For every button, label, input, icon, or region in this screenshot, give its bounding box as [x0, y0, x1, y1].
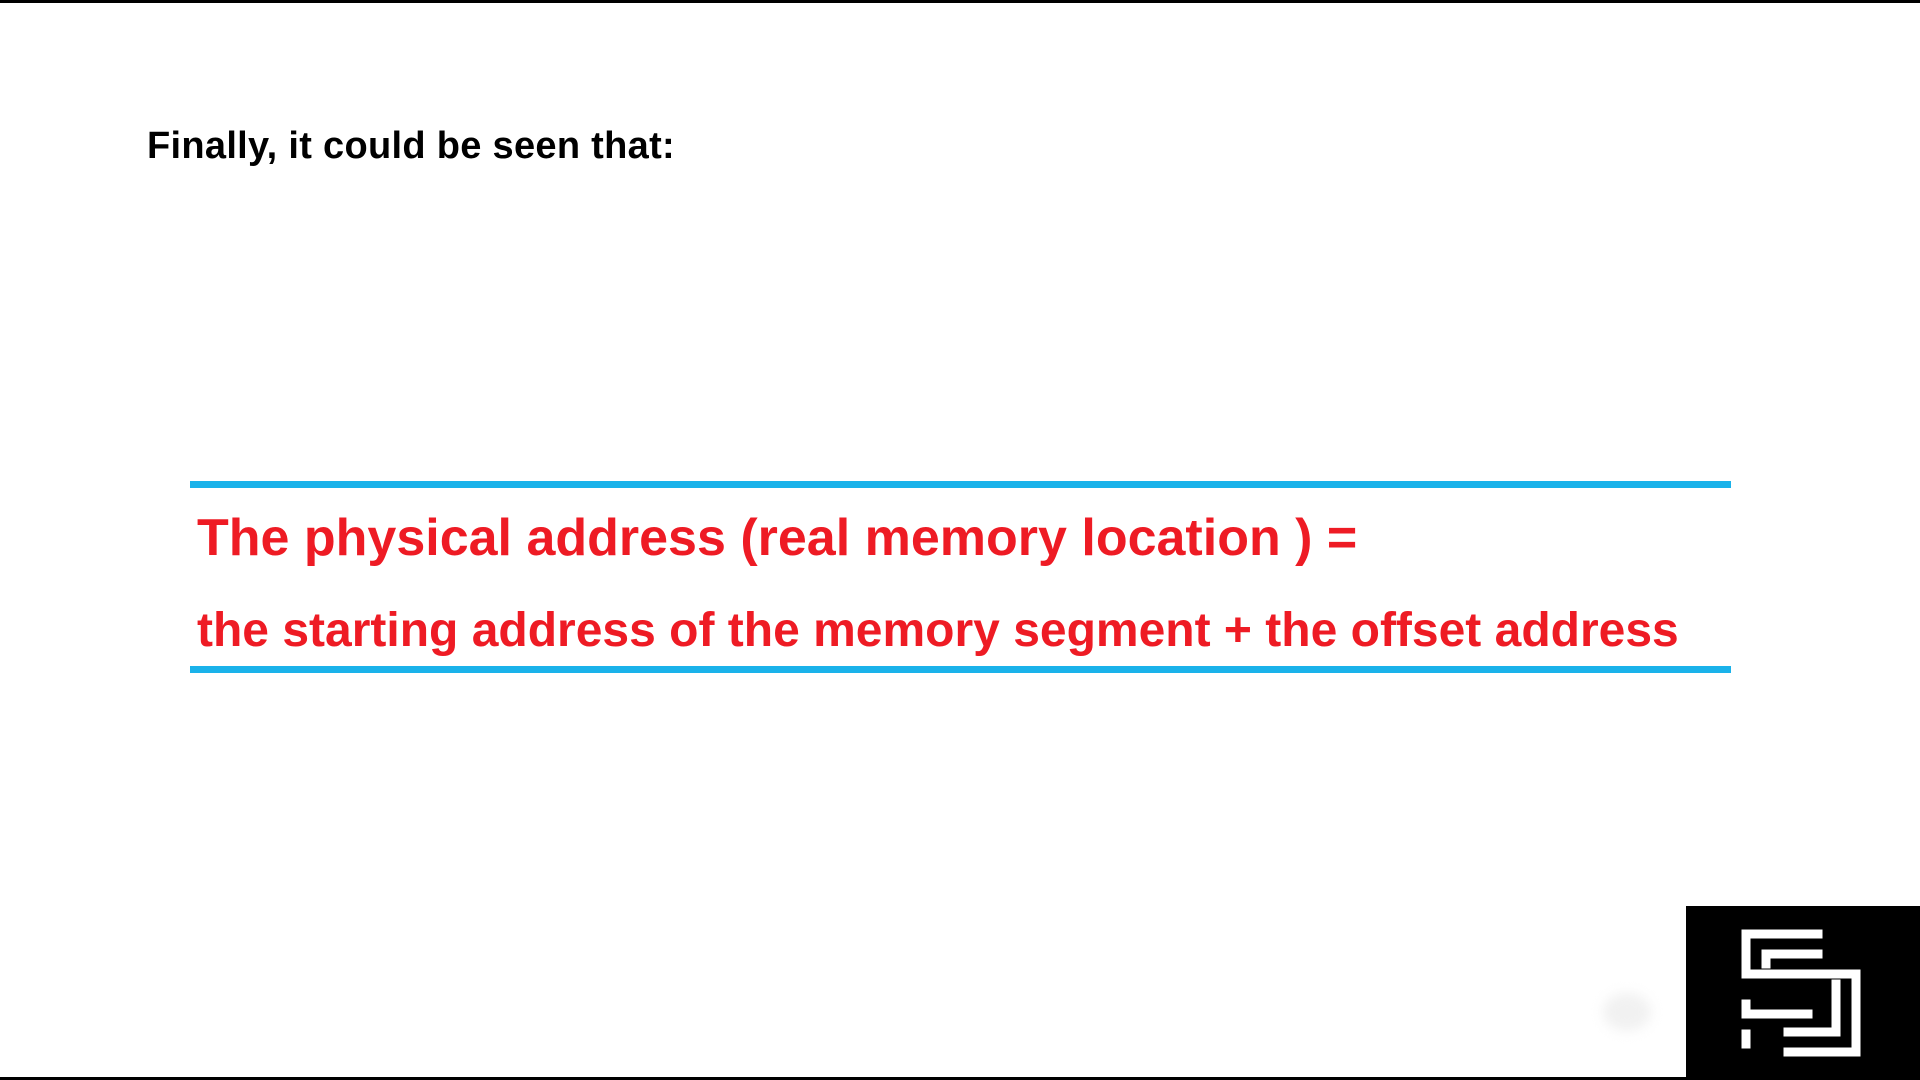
intro-text: Finally, it could be seen that:: [147, 125, 675, 167]
formula-line-2: the starting address of the memory segment + the offset address: [197, 604, 1679, 657]
slide: [0, 3, 1920, 1077]
formula-top-rule: [190, 481, 1731, 488]
formula-bottom-rule: [190, 666, 1731, 673]
maze-s-logo-icon: [1738, 926, 1874, 1062]
channel-logo: [1686, 906, 1920, 1080]
background-smudge: [1603, 993, 1651, 1031]
formula-line-1: The physical address (real memory location ) =: [197, 509, 1358, 567]
